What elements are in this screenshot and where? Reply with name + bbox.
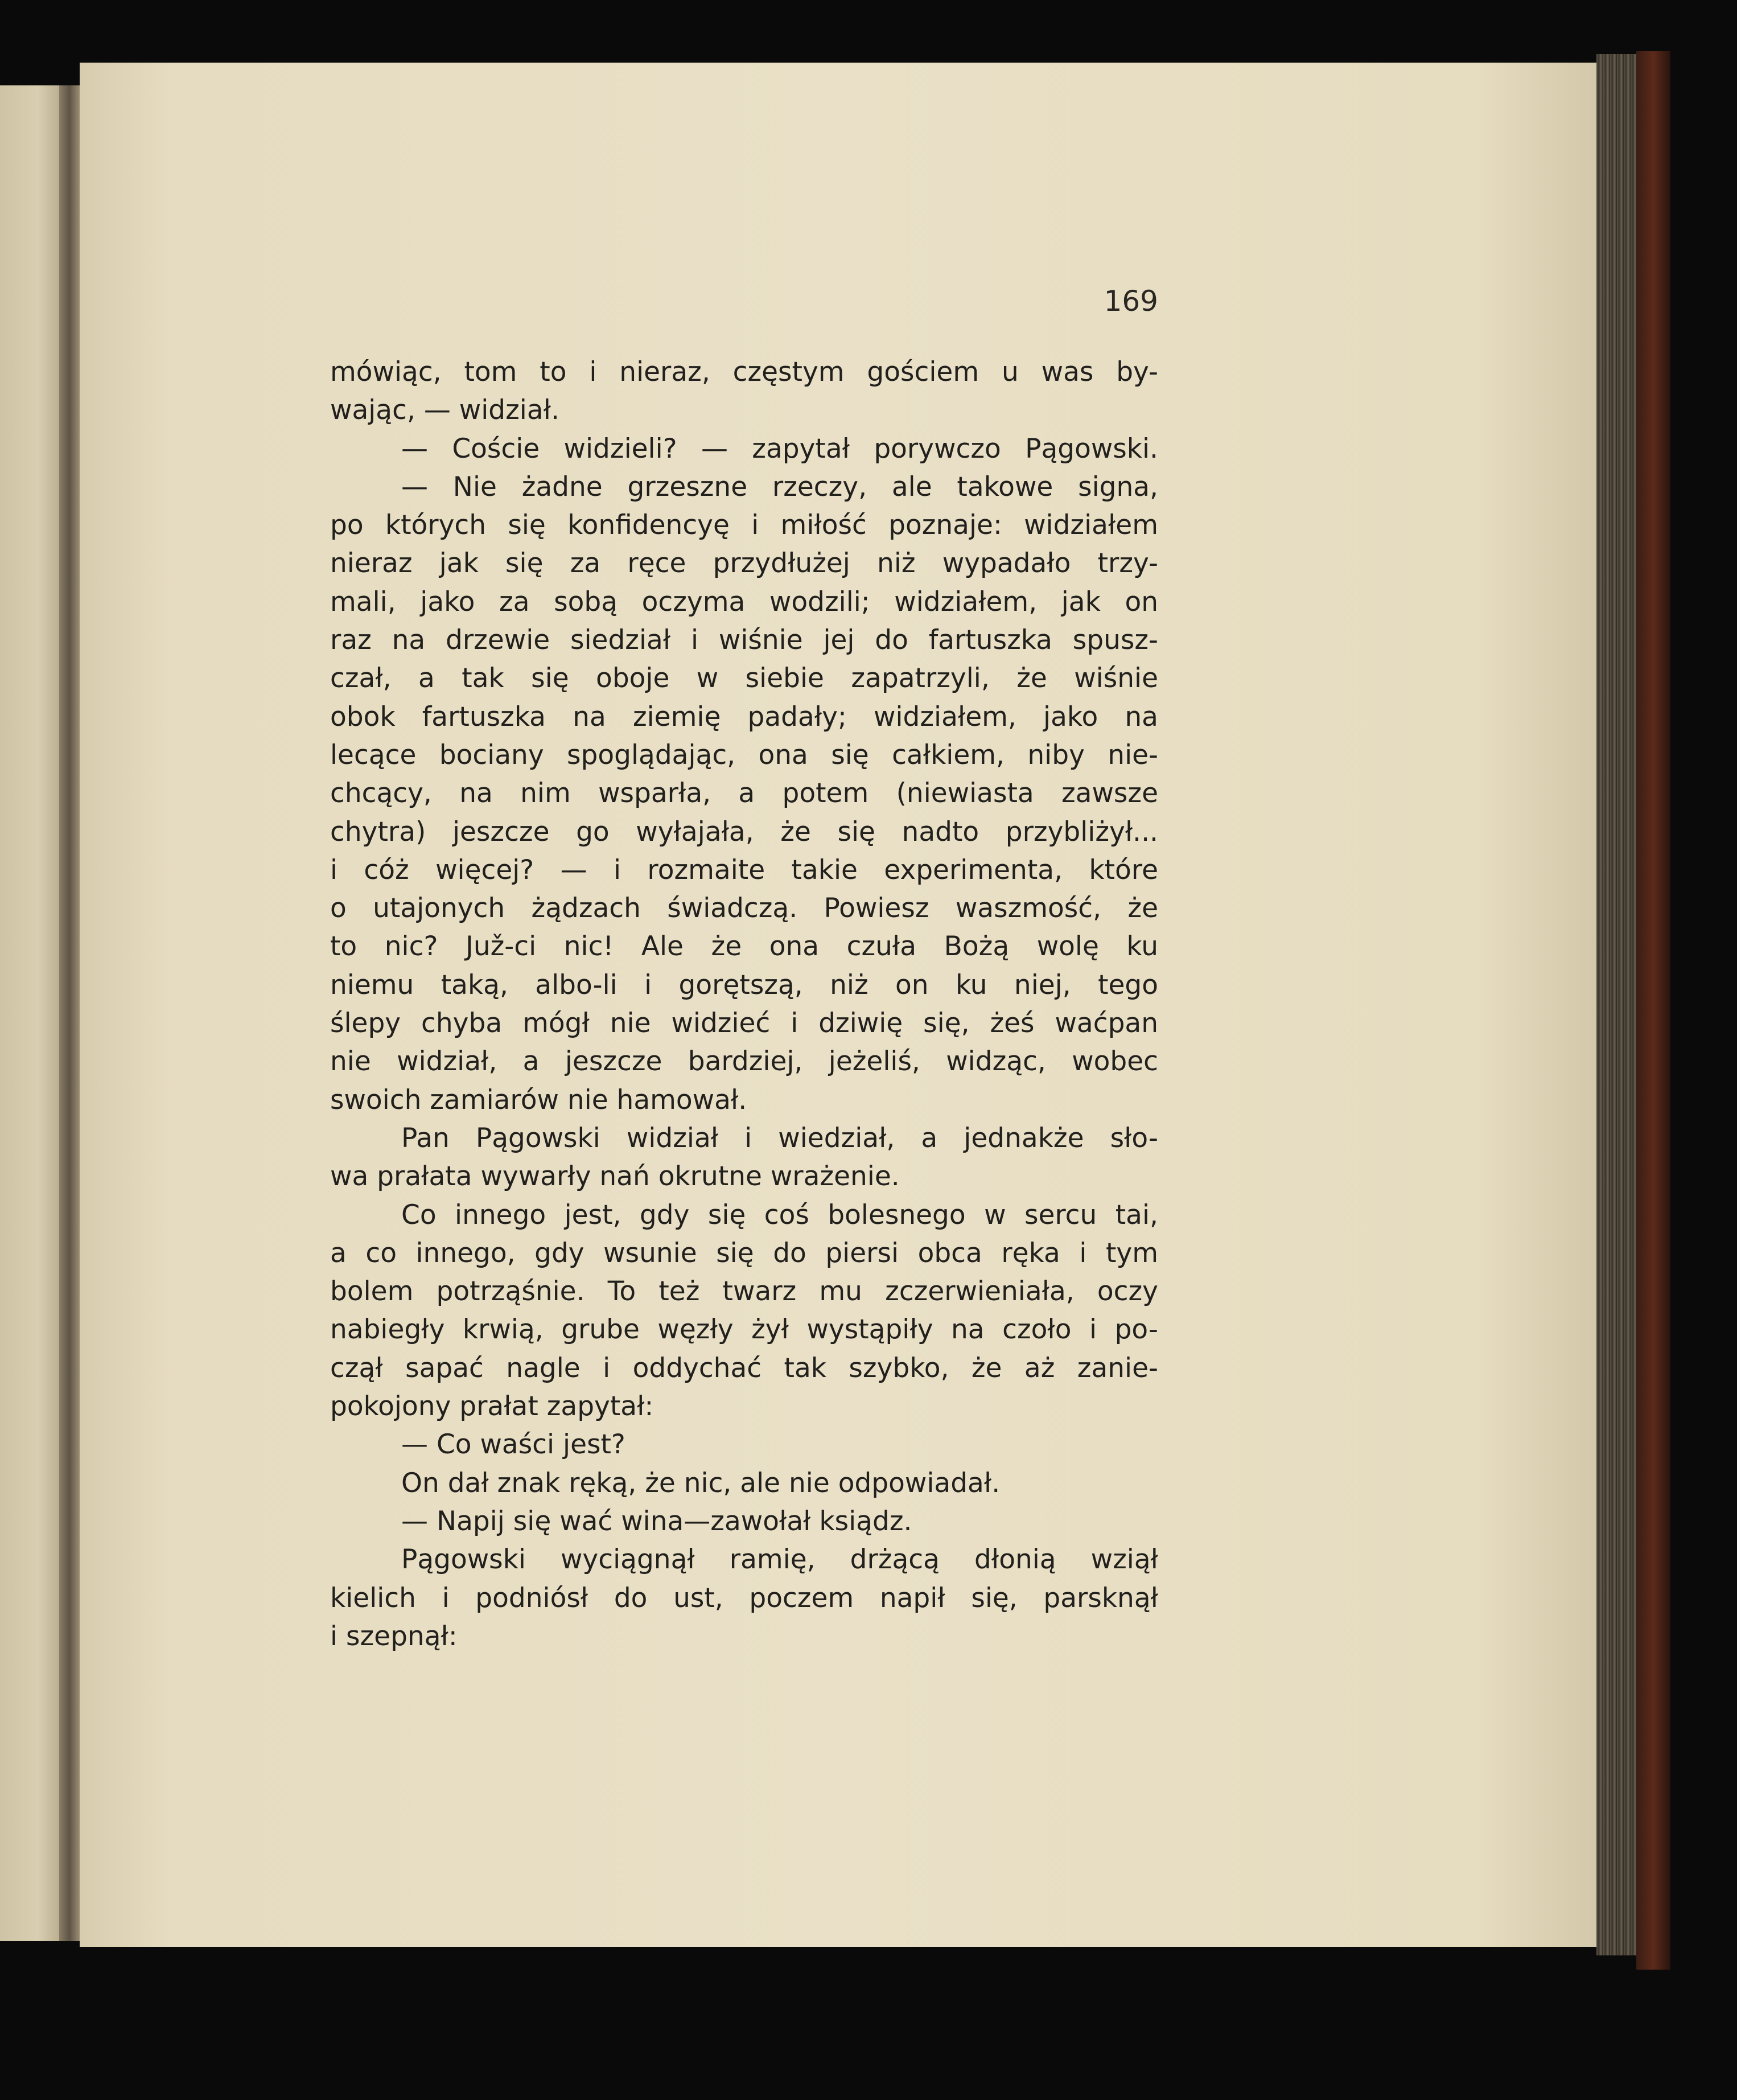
text-line: lecące bociany spoglądając, ona się całkiem, niby nie- bbox=[330, 739, 1158, 771]
text-line: mali, jako za sobą oczyma wodzili; widziałem, jak on bbox=[330, 586, 1158, 618]
text-line: a co innego, gdy wsunie się do piersi obca ręka i tym bbox=[330, 1237, 1158, 1269]
text-line: to nic? Juž-ci nic! Ale że ona czuła Bożą wolę ku bbox=[330, 931, 1158, 963]
text-line: — Co waści jest? bbox=[401, 1429, 625, 1461]
text-line: Co innego jest, gdy się coś bolesnego w sercu tai, bbox=[401, 1199, 1158, 1231]
book-gutter bbox=[59, 85, 80, 1941]
text-line: kielich i podniósł do ust, poczem napił się, parsknął bbox=[330, 1582, 1158, 1614]
page-number: 169 bbox=[1104, 285, 1158, 318]
text-line: i cóż więcej? — i rozmaite takie experimenta, które bbox=[330, 854, 1158, 886]
text-line: mówiąc, tom to i nieraz, częstym gościem u was by- bbox=[330, 356, 1158, 388]
previous-page-edge bbox=[0, 85, 63, 1941]
body-text bbox=[330, 353, 1158, 1655]
text-line: ślepy chyba mógł nie widzieć i dziwię się, żeś waćpan bbox=[330, 1008, 1158, 1039]
text-line: swoich zamiarów nie hamował. bbox=[330, 1084, 747, 1116]
text-line: chytra) jeszcze go wyłajała, że się nadto przybliżył... bbox=[330, 816, 1158, 848]
text-line: wa prałata wywarły nań okrutne wrażenie. bbox=[330, 1161, 900, 1193]
text-line: — Nie żadne grzeszne rzeczy, ale takowe signa, bbox=[401, 471, 1158, 503]
text-line: On dał znak ręką, że nic, ale nie odpowiadał. bbox=[401, 1467, 1001, 1499]
text-line: i szepnął: bbox=[330, 1620, 458, 1652]
text-line: nie widział, a jeszcze bardziej, jeżeliś, widząc, wobec bbox=[330, 1046, 1158, 1078]
text-line: o utajonych żądzach świadczą. Powiesz waszmość, że bbox=[330, 893, 1158, 924]
text-line: wając, — widział. bbox=[330, 394, 559, 426]
text-line: raz na drzewie siedział i wiśnie jej do fartuszka spusz- bbox=[330, 624, 1158, 656]
text-line: niemu taką, albo-li i gorętszą, niż on ku niej, tego bbox=[330, 969, 1158, 1001]
text-line: czął sapać nagle i oddychać tak szybko, że aż zanie- bbox=[330, 1352, 1158, 1384]
text-line: nieraz jak się za ręce przydłużej niż wypadało trzy- bbox=[330, 548, 1158, 580]
book-cover-edge bbox=[1636, 51, 1670, 1970]
text-line: Pan Pągowski widział i wiedział, a jednakże sło- bbox=[401, 1122, 1158, 1154]
text-line: — Coście widzieli? — zapytał porywczo Pągowski. bbox=[401, 433, 1158, 465]
text-line: nabiegły krwią, grube węzły żył wystąpiły na czoło i po- bbox=[330, 1314, 1158, 1346]
text-line: po których się konfidencyę i miłość poznaje: widziałem bbox=[330, 509, 1158, 541]
text-line: bolem potrząśnie. To też twarz mu zczerwieniała, oczy bbox=[330, 1276, 1158, 1308]
text-line: chcący, na nim wsparła, a potem (niewiasta zawsze bbox=[330, 778, 1158, 809]
text-line: obok fartuszka na ziemię padały; widziałem, jako na bbox=[330, 701, 1158, 733]
page-block-edge bbox=[1596, 54, 1636, 1955]
text-line: Pągowski wyciągnął ramię, drżącą dłonią wziął bbox=[401, 1544, 1158, 1576]
text-line: pokojony prałat zapytał: bbox=[330, 1391, 654, 1423]
text-line: — Napij się wać wina—zawołał ksiądz. bbox=[401, 1505, 912, 1537]
text-line: czał, a tak się oboje w siebie zapatrzyli, że wiśnie bbox=[330, 663, 1158, 694]
